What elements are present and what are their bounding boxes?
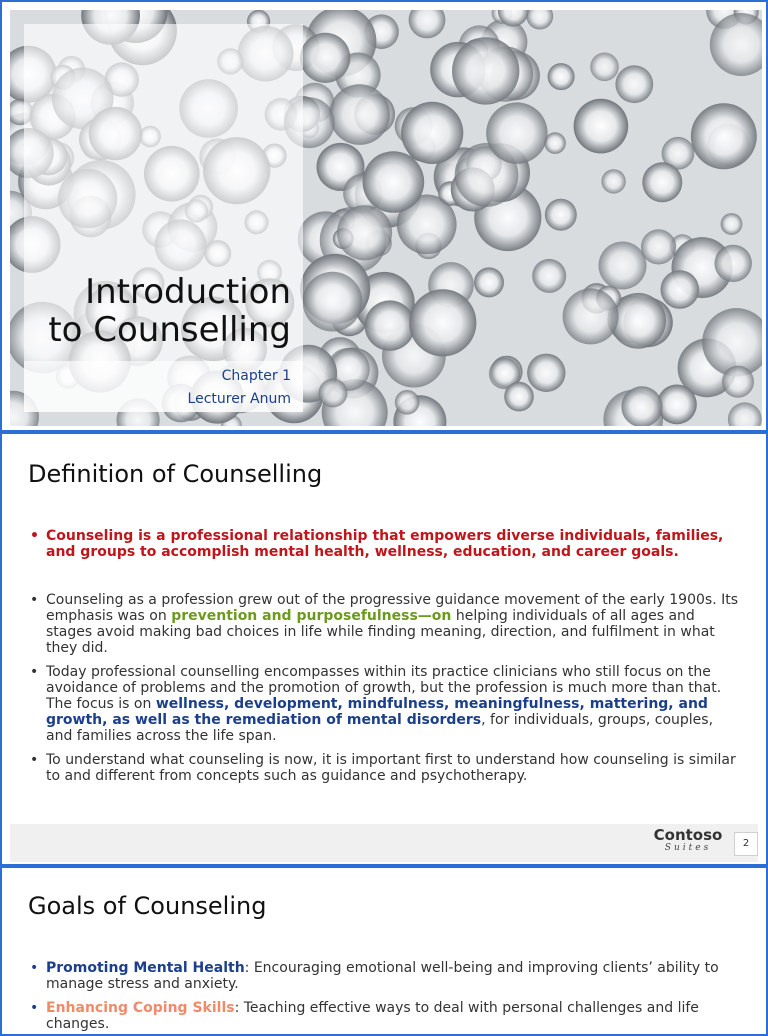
goals-bullet-list xyxy=(26,960,742,1034)
snow-tree-shape xyxy=(661,270,700,309)
bullet-text: Today professional counselling encompasses within its practice clinicians who still focus on the avoidance of problems and the promotion of growth, but the profession is much more than that. The focus is on xyxy=(46,664,722,712)
snow-tree-shape xyxy=(329,84,390,145)
brand-subtitle: Suites xyxy=(664,843,712,853)
bullet-text: , for individuals, groups, couples, and families across the life span. xyxy=(46,712,714,744)
slide-title: Introduction to Counselling xyxy=(48,272,291,350)
slide-heading: Definition of Counselling xyxy=(28,460,323,488)
slide-heading: Goals of Counseling xyxy=(28,892,267,920)
snow-tree-shape xyxy=(319,379,348,408)
snow-tree-shape xyxy=(363,151,425,213)
bullet-glyph: • xyxy=(30,528,39,544)
bullet-glyph: • xyxy=(30,752,39,768)
snow-tree-shape xyxy=(615,65,653,103)
snow-tree-shape xyxy=(548,63,575,90)
snow-tree-shape xyxy=(722,366,754,398)
goal-text: : Encouraging emotional well-being and improving clients’ ability to manage stress and anxiety. xyxy=(46,960,719,992)
list-item xyxy=(26,1000,742,1032)
list-item xyxy=(26,592,742,656)
snow-tree-shape xyxy=(691,103,757,169)
slide-2-definition[interactable] xyxy=(0,432,768,866)
slide-footer xyxy=(10,824,758,862)
subtitle-panel xyxy=(24,361,303,412)
snow-tree-shape xyxy=(641,229,676,264)
highlight-text: prevention and purposefulness—on xyxy=(171,608,452,624)
snow-tree-shape xyxy=(337,205,392,260)
highlight-text: wellness, development, mindfulness, meaningfulness, mattering, and growth, as well as the remediation of mental disorders xyxy=(46,696,708,728)
snow-tree-shape xyxy=(590,53,619,82)
slide-1-title[interactable] xyxy=(0,0,768,432)
snow-tree-shape xyxy=(527,354,565,392)
bullet-text: helping individuals of all ages and stages avoid making bad choices in life while finding meaning, direction, and fulfilment in what they did. xyxy=(46,608,715,656)
page-number: 2 xyxy=(734,832,758,856)
brand-name: Contoso xyxy=(653,826,723,844)
snow-tree-shape xyxy=(544,132,566,154)
list-item xyxy=(26,960,742,992)
goal-label: Promoting Mental Health xyxy=(46,960,245,976)
snow-tree-shape xyxy=(303,272,363,332)
snow-tree-shape xyxy=(395,390,420,415)
snow-tree-shape xyxy=(601,169,625,193)
goal-label: Enhancing Coping Skills xyxy=(46,1000,235,1016)
definition-bullet-list xyxy=(26,592,742,792)
bullet-glyph: • xyxy=(30,960,39,976)
bullet-text: To understand what counseling is now, it is important first to understand how counseling is similar to and different from concepts such as guidance and psychotherapy. xyxy=(46,752,736,784)
bullet-glyph: • xyxy=(30,592,39,608)
chapter-label: Chapter 1 xyxy=(221,368,291,384)
snow-tree-shape xyxy=(401,102,463,164)
snow-tree-shape xyxy=(621,386,662,426)
snow-tree-shape xyxy=(474,267,504,297)
snow-tree-shape xyxy=(545,199,577,231)
snow-tree-shape xyxy=(365,300,415,350)
snow-tree-shape xyxy=(574,99,629,154)
slide-1-canvas xyxy=(2,2,766,430)
snow-tree-shape xyxy=(563,288,619,344)
list-item xyxy=(26,528,742,560)
snow-tree-shape xyxy=(599,242,647,290)
slide-3-goals[interactable] xyxy=(0,866,768,1036)
bullet-text: Counseling as a profession grew out of the progressive guidance movement of the early 1900s. Its emphasis was on xyxy=(46,592,739,624)
snow-tree-shape xyxy=(642,162,682,202)
bullet-glyph: • xyxy=(30,664,39,680)
snow-tree-shape xyxy=(300,33,350,83)
list-item xyxy=(26,752,742,784)
snow-tree-shape xyxy=(452,37,519,104)
brand-logo xyxy=(648,827,728,853)
snow-tree-shape xyxy=(715,245,752,282)
snow-tree-shape xyxy=(532,259,566,293)
lead-bullet-text: Counseling is a professional relationship that empowers diverse individuals, families, and groups to accomplish mental health, wellness, education, and career goals. xyxy=(46,528,724,560)
snow-tree-shape xyxy=(409,289,476,356)
slide-3-canvas xyxy=(2,868,766,1034)
snow-tree-shape xyxy=(721,213,743,235)
snow-tree-shape xyxy=(504,382,534,412)
goal-text: : Teaching effective ways to deal with personal challenges and life changes. xyxy=(46,1000,699,1032)
snow-tree-shape xyxy=(486,102,547,163)
list-item xyxy=(26,664,742,744)
bullet-glyph: • xyxy=(30,1000,39,1016)
lead-bullet-list xyxy=(26,528,742,568)
slide-2-canvas xyxy=(2,434,766,864)
title-panel xyxy=(24,24,303,361)
lecturer-label: Lecturer Anum xyxy=(187,391,291,407)
